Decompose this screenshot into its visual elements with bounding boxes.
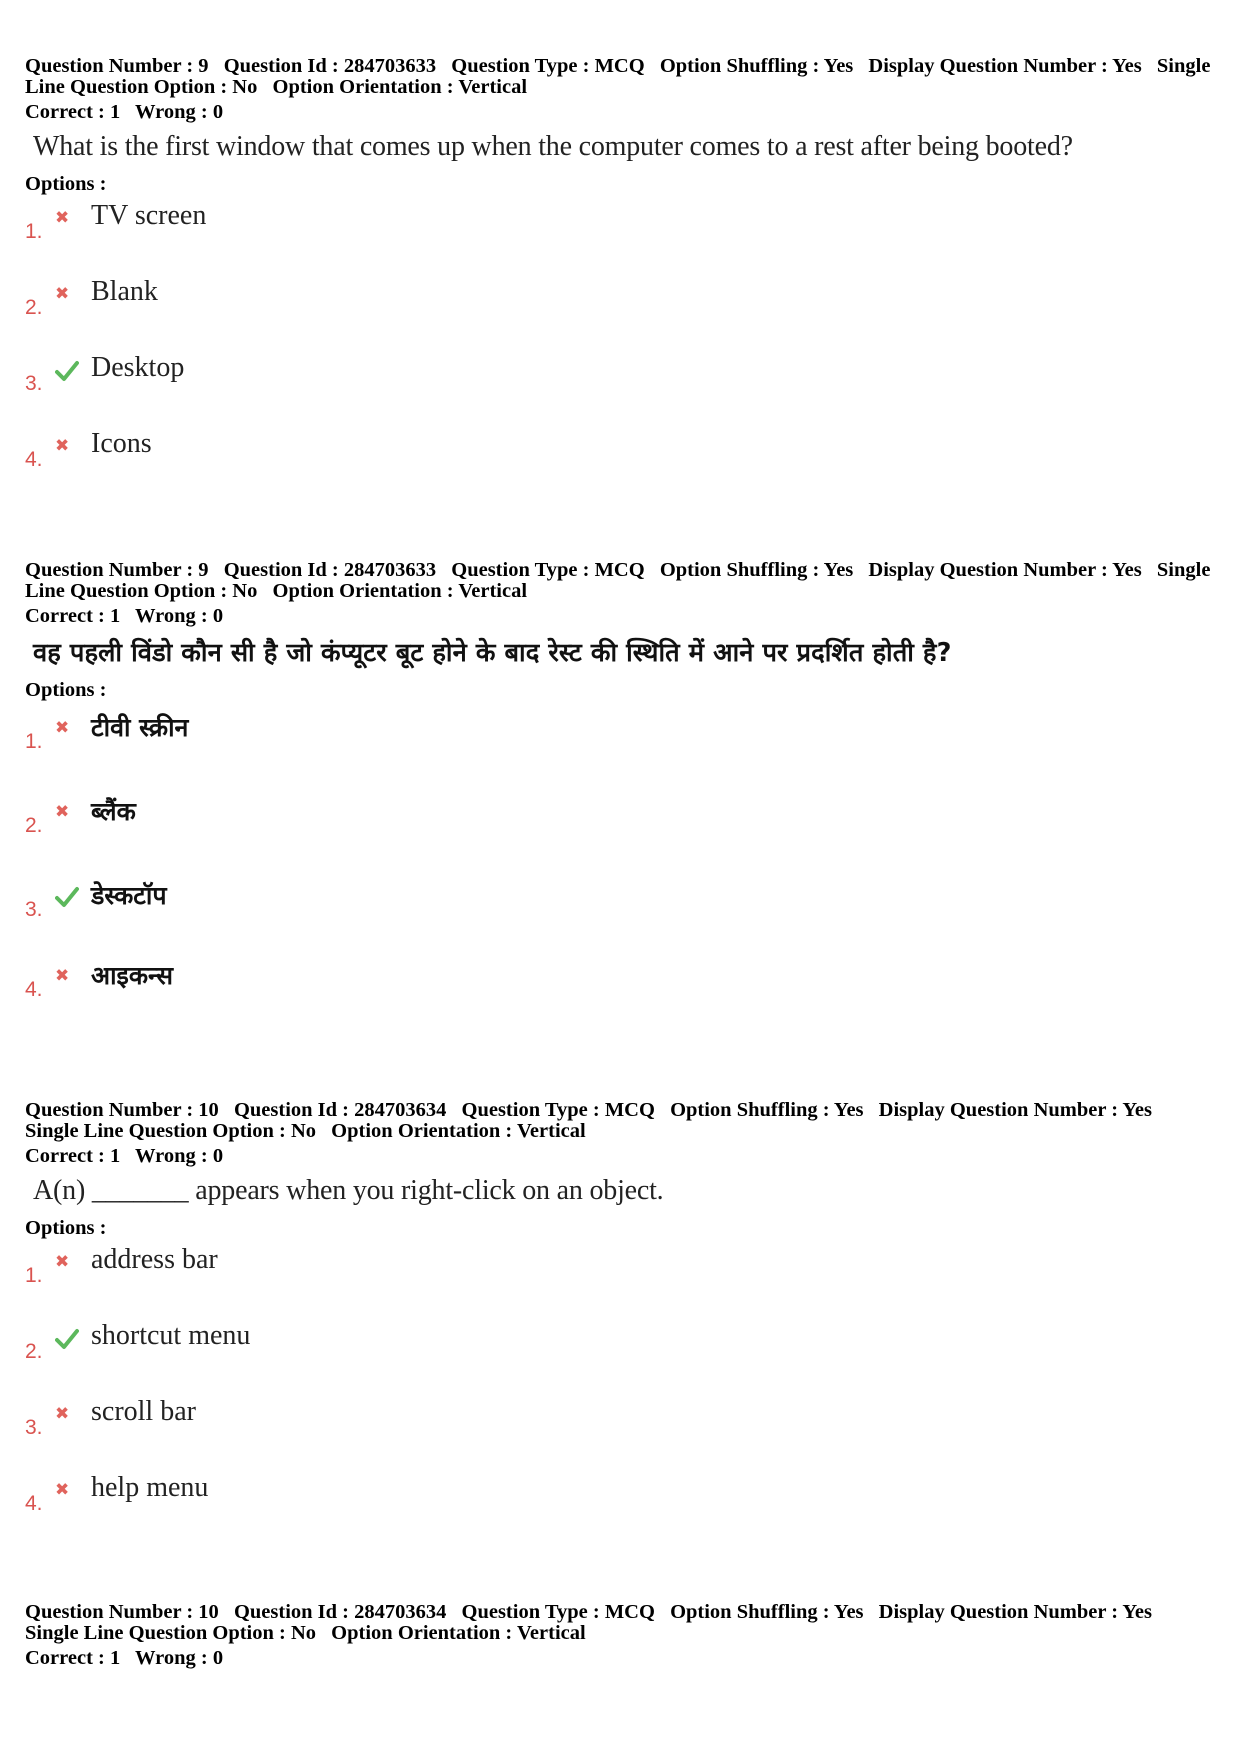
score-line [25,606,1225,627]
question-block [25,1100,1225,1550]
cross-icon: ✖ [55,1404,70,1424]
question-number: Question Number : 9 [25,55,209,77]
option-item [25,880,1225,960]
option-item [25,202,1225,278]
question-block [25,1602,1225,1669]
option-item [25,278,1225,354]
option-item [25,796,1225,880]
option-number: 2. [25,296,43,319]
option-text: Icons [91,428,152,459]
question-type: Question Type : MCQ [461,1099,655,1121]
option-shuffling: Option Shuffling : Yes [670,1601,864,1623]
correct-marks: Correct : 1 [25,1647,121,1669]
option-number: 3. [25,898,43,921]
cross-icon: ✖ [55,208,70,228]
single-line-option: Single Line Question Option : No [25,1120,317,1142]
cross-icon: ✖ [55,718,70,738]
option-text: आइकन्स [91,961,173,990]
option-number: 1. [25,730,43,753]
option-text: डेस्कटॉप [91,881,167,910]
display-question-number: Display Question Number : Yes [868,55,1142,77]
options-label: Options : [25,679,107,701]
question-id: Question Id : 284703634 [233,1099,447,1121]
option-number: 3. [25,1416,43,1439]
question-id: Question Id : 284703634 [233,1601,447,1623]
cross-icon: ✖ [55,966,70,986]
option-shuffling: Option Shuffling : Yes [659,559,854,581]
question-text: What is the first window that comes up when the computer comes to a rest after being booted? [33,131,1073,162]
score-line [25,1146,1225,1167]
question-meta [25,56,1220,98]
cross-icon: ✖ [55,1252,70,1272]
question-number: Question Number : 10 [25,1099,219,1121]
option-number: 1. [25,1264,43,1287]
cross-icon: ✖ [55,284,70,304]
display-question-number: Display Question Number : Yes [878,1099,1153,1121]
question-meta [25,1100,1220,1142]
correct-marks: Correct : 1 [25,101,121,123]
options-label: Options : [25,173,107,195]
option-item [25,1246,1225,1322]
question-id: Question Id : 284703633 [223,559,437,581]
options-label: Options : [25,1217,107,1239]
option-text: help menu [91,1472,209,1503]
question-block [25,560,1225,1036]
question-block [25,56,1225,506]
question-meta [25,560,1220,602]
checkmark-icon [55,1328,75,1348]
option-item [25,1474,1225,1550]
single-line-option: Single Line Question Option : No [25,55,1211,98]
question-type: Question Type : MCQ [461,1601,655,1623]
correct-marks: Correct : 1 [25,605,121,627]
wrong-marks: Wrong : 0 [135,605,224,627]
option-item [25,430,1225,506]
option-orientation: Option Orientation : Vertical [331,1120,586,1142]
option-number: 4. [25,978,43,1001]
question-type: Question Type : MCQ [451,559,645,581]
question-id: Question Id : 284703633 [223,55,437,77]
option-number: 3. [25,372,43,395]
question-meta [25,1602,1220,1644]
option-text: Desktop [91,352,185,383]
option-text: scroll bar [91,1396,196,1427]
option-text: TV screen [91,200,207,231]
checkmark-icon [55,886,75,906]
option-number: 4. [25,1492,43,1515]
option-number: 4. [25,448,43,471]
option-text: ब्लैंक [91,797,136,826]
score-line [25,1648,1225,1669]
option-number: 2. [25,814,43,837]
option-text: shortcut menu [91,1320,251,1351]
question-number: Question Number : 9 [25,559,209,581]
option-text: Blank [91,276,158,307]
question-type: Question Type : MCQ [451,55,645,77]
single-line-option: Single Line Question Option : No [25,559,1211,602]
single-line-option: Single Line Question Option : No [25,1622,317,1644]
score-line [25,102,1225,123]
cross-icon: ✖ [55,436,70,456]
option-item [25,1398,1225,1474]
option-orientation: Option Orientation : Vertical [272,76,528,98]
correct-marks: Correct : 1 [25,1145,121,1167]
option-orientation: Option Orientation : Vertical [331,1622,586,1644]
option-orientation: Option Orientation : Vertical [272,580,528,602]
cross-icon: ✖ [55,802,70,822]
option-item [25,1322,1225,1398]
checkmark-icon [55,360,75,380]
wrong-marks: Wrong : 0 [135,1647,224,1669]
option-item [25,712,1225,796]
cross-icon: ✖ [55,1480,70,1500]
question-number: Question Number : 10 [25,1601,219,1623]
option-item [25,354,1225,430]
wrong-marks: Wrong : 0 [135,1145,224,1167]
wrong-marks: Wrong : 0 [135,101,224,123]
question-text: वह पहली विंडो कौन सी है जो कंप्यूटर बूट होने के बाद रेस्ट की स्थिति में आने पर प्रदर्शित होती है? [33,638,952,668]
option-shuffling: Option Shuffling : Yes [659,55,854,77]
option-shuffling: Option Shuffling : Yes [670,1099,864,1121]
option-number: 1. [25,220,43,243]
option-text: टीवी स्क्रीन [91,713,189,742]
option-number: 2. [25,1340,43,1363]
question-text: A(n) _______ appears when you right-click on an object. [33,1175,664,1206]
option-text: address bar [91,1244,218,1275]
display-question-number: Display Question Number : Yes [868,559,1142,581]
option-item [25,960,1225,1036]
display-question-number: Display Question Number : Yes [878,1601,1153,1623]
